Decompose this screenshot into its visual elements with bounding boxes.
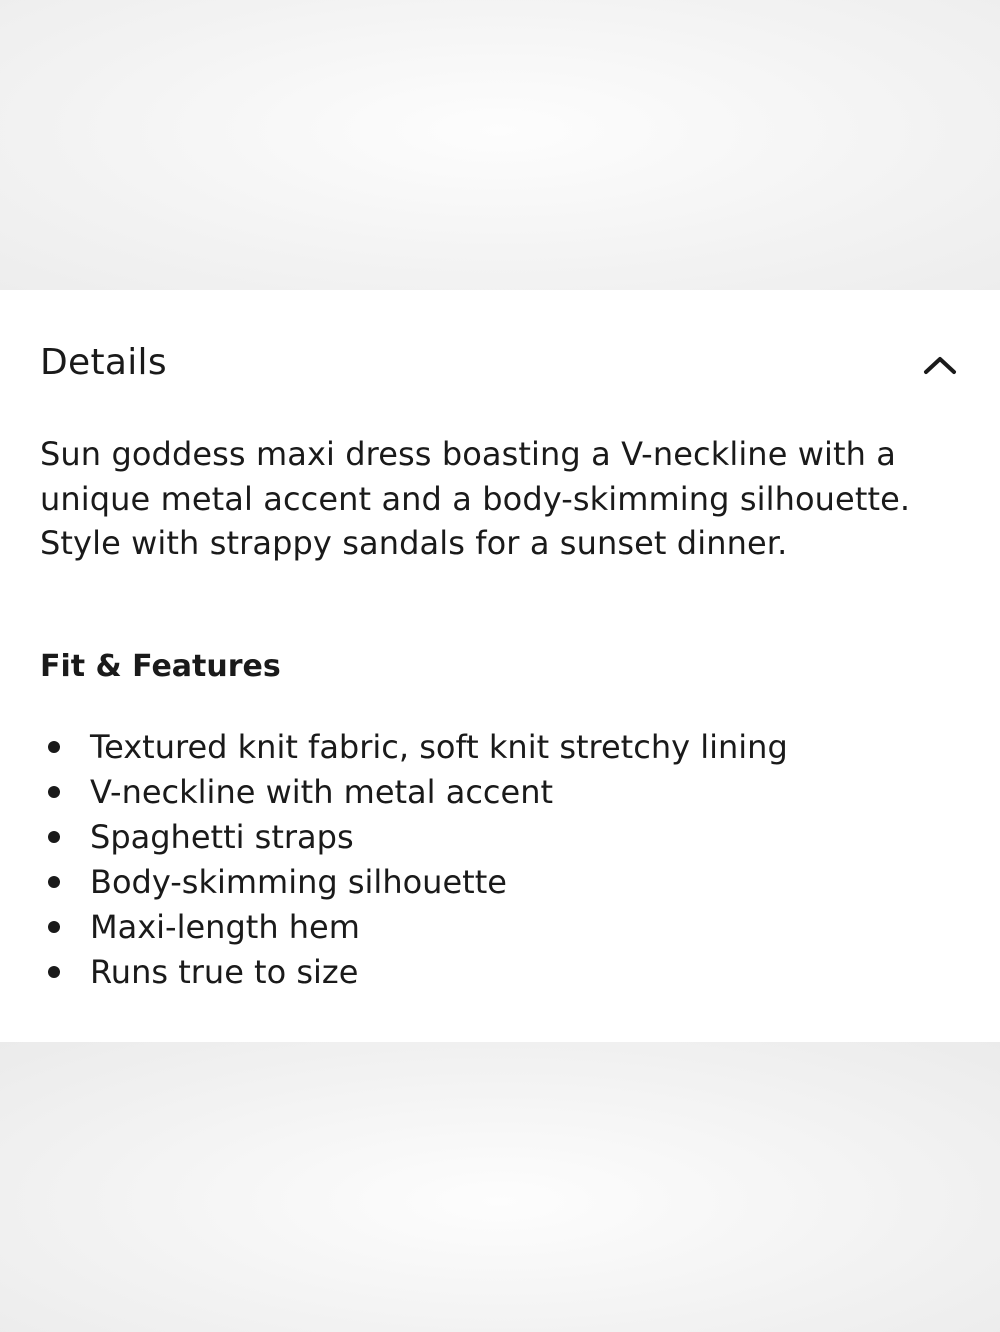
bullet-icon [48, 921, 60, 933]
list-item [40, 725, 940, 770]
feature-text: Spaghetti straps [90, 818, 354, 856]
bullet-icon [48, 786, 60, 798]
details-title: Details [40, 342, 167, 383]
feature-text: V-neckline with metal accent [90, 773, 554, 811]
feature-text: Body-skimming silhouette [90, 863, 507, 901]
product-description: Sun goddess maxi dress boasting a V-neckline with a unique metal accent and a body-skimming silhouette. Style with strappy sandals for a sunset dinner. [40, 435, 911, 562]
feature-text: Runs true to size [90, 953, 359, 991]
list-item [40, 770, 940, 815]
product-image-area-top [0, 0, 1000, 290]
list-item [40, 950, 940, 995]
feature-text: Textured knit fabric, soft knit stretchy lining [90, 728, 788, 766]
fit-features-heading: Fit & Features [40, 649, 281, 684]
bullet-icon [48, 741, 60, 753]
list-item [40, 905, 940, 950]
list-item [40, 815, 940, 860]
details-accordion-header[interactable] [40, 335, 960, 391]
list-item [40, 860, 940, 905]
feature-text: Maxi-length hem [90, 908, 360, 946]
bullet-icon [48, 966, 60, 978]
chevron-up-icon[interactable] [920, 345, 960, 385]
feature-list [40, 725, 940, 995]
bullet-icon [48, 876, 60, 888]
bullet-icon [48, 831, 60, 843]
product-image-area-bottom [0, 1042, 1000, 1332]
